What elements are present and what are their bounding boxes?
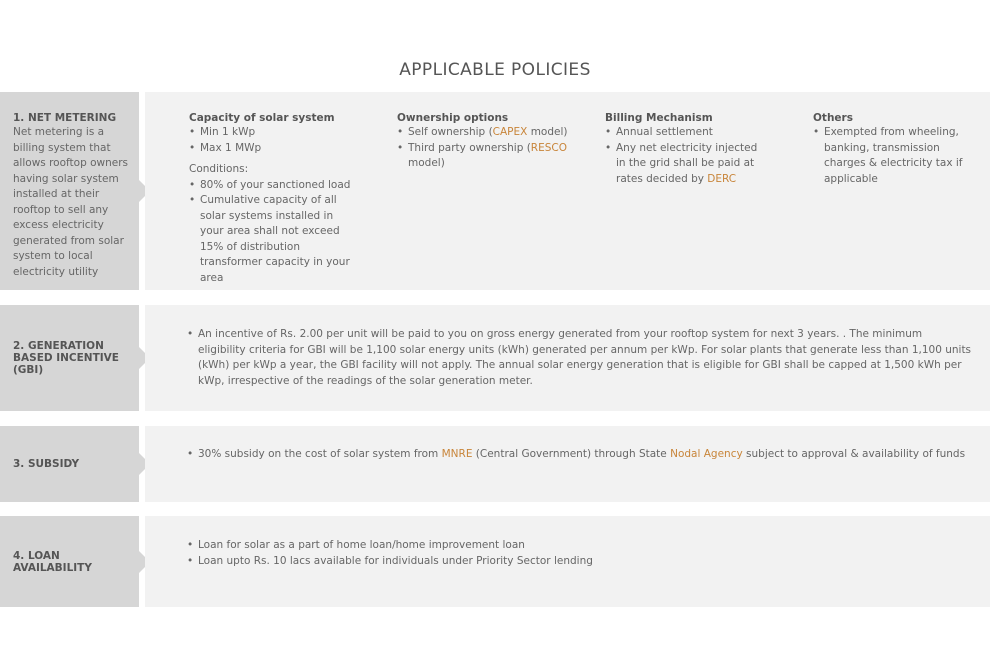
list-item: • Max 1 MWp	[189, 141, 359, 157]
loan-section	[0, 516, 990, 607]
others-title: Others	[813, 112, 853, 124]
net-metering-content	[145, 92, 990, 290]
resco-link[interactable]: RESCO	[530, 141, 567, 154]
list-item: • Annual settlement	[605, 125, 765, 141]
subsidy-section	[0, 426, 990, 502]
ownership-list	[397, 125, 572, 172]
list-item: • Self ownership (CAPEX model)	[397, 125, 572, 141]
ownership-title: Ownership options	[397, 112, 509, 124]
list-item: • Exempted from wheeling, banking, transmission charges & electricity tax if applicable	[813, 125, 983, 187]
conditions-label: Conditions:	[189, 163, 249, 175]
net-metering-title: 1. NET METERING	[13, 112, 117, 124]
nodal-agency-link[interactable]: Nodal Agency	[670, 448, 743, 460]
ownership-column	[397, 111, 572, 172]
list-item: • 80% of your sanctioned load	[189, 178, 359, 194]
subsidy-title: 3. SUBSIDY	[13, 458, 80, 470]
list-item: • An incentive of Rs. 2.00 per unit will be paid to you on gross energy generated from your rooftop system for next 3 years. . The minimum eligibility criteria for GBI will be 1,100 solar energy units (kWh) generated per annum per kWp. For solar plants that generate less than 1,100 units (kWh) per kWp a year, the GBI facility will not apply. The annual solar energy generation that is eligible for GBI shall be capped at 1,500 kWh per kWp, irrespective of the readings of the solar generation meter.	[187, 327, 972, 389]
capex-link[interactable]: CAPEX	[492, 126, 528, 138]
conditions-list	[189, 178, 359, 287]
net-metering-section	[0, 92, 990, 290]
gbi-section	[0, 305, 990, 411]
list-item: • 30% subsidy on the cost of solar system from MNRE (Central Government) through State Nodal Agency subject to approval & availability of funds	[187, 447, 972, 463]
gbi-title: 2. GENERATION BASED INCENTIVE (GBI)	[13, 340, 119, 376]
subsidy-content	[145, 426, 990, 502]
list-item: • Cumulative capacity of all solar systems installed in your area shall not exceed 15% of distribution transformer capacity in your area	[189, 193, 359, 286]
list-item: • Any net electricity injected in the grid shall be paid at rates decided by DERC	[605, 141, 765, 188]
billing-column	[605, 111, 765, 187]
gbi-label	[0, 305, 139, 411]
loan-label	[0, 516, 139, 607]
loan-content	[145, 516, 990, 607]
list-item: • Third party ownership (RESCO model)	[397, 141, 572, 172]
list-item: • Loan upto Rs. 10 lacs available for individuals under Priority Sector lending	[187, 554, 972, 570]
subsidy-list	[187, 447, 972, 463]
net-metering-label	[0, 92, 139, 290]
mnre-link[interactable]: MNRE	[441, 448, 473, 460]
page-title: APPLICABLE POLICIES	[399, 60, 591, 80]
capacity-column	[189, 111, 359, 286]
capacity-list	[189, 125, 359, 156]
list-item: • Loan for solar as a part of home loan/home improvement loan	[187, 538, 972, 554]
others-list	[813, 125, 983, 187]
list-item: • Min 1 kWp	[189, 125, 359, 141]
gbi-content	[145, 305, 990, 411]
loan-list	[187, 538, 972, 569]
subsidy-label	[0, 426, 139, 502]
loan-title: 4. LOAN AVAILABILITY	[13, 549, 92, 574]
capacity-title: Capacity of solar system	[189, 112, 335, 124]
others-column	[813, 111, 983, 187]
net-metering-description: Net metering is a billing system that allows rooftop owners having solar system installed at their rooftop to sell any excess electricity generated from solar system to local electricity utility	[13, 126, 128, 278]
derc-link[interactable]: DERC	[707, 172, 737, 185]
billing-list	[605, 125, 765, 187]
billing-title: Billing Mechanism	[605, 112, 713, 124]
gbi-list	[187, 327, 972, 389]
